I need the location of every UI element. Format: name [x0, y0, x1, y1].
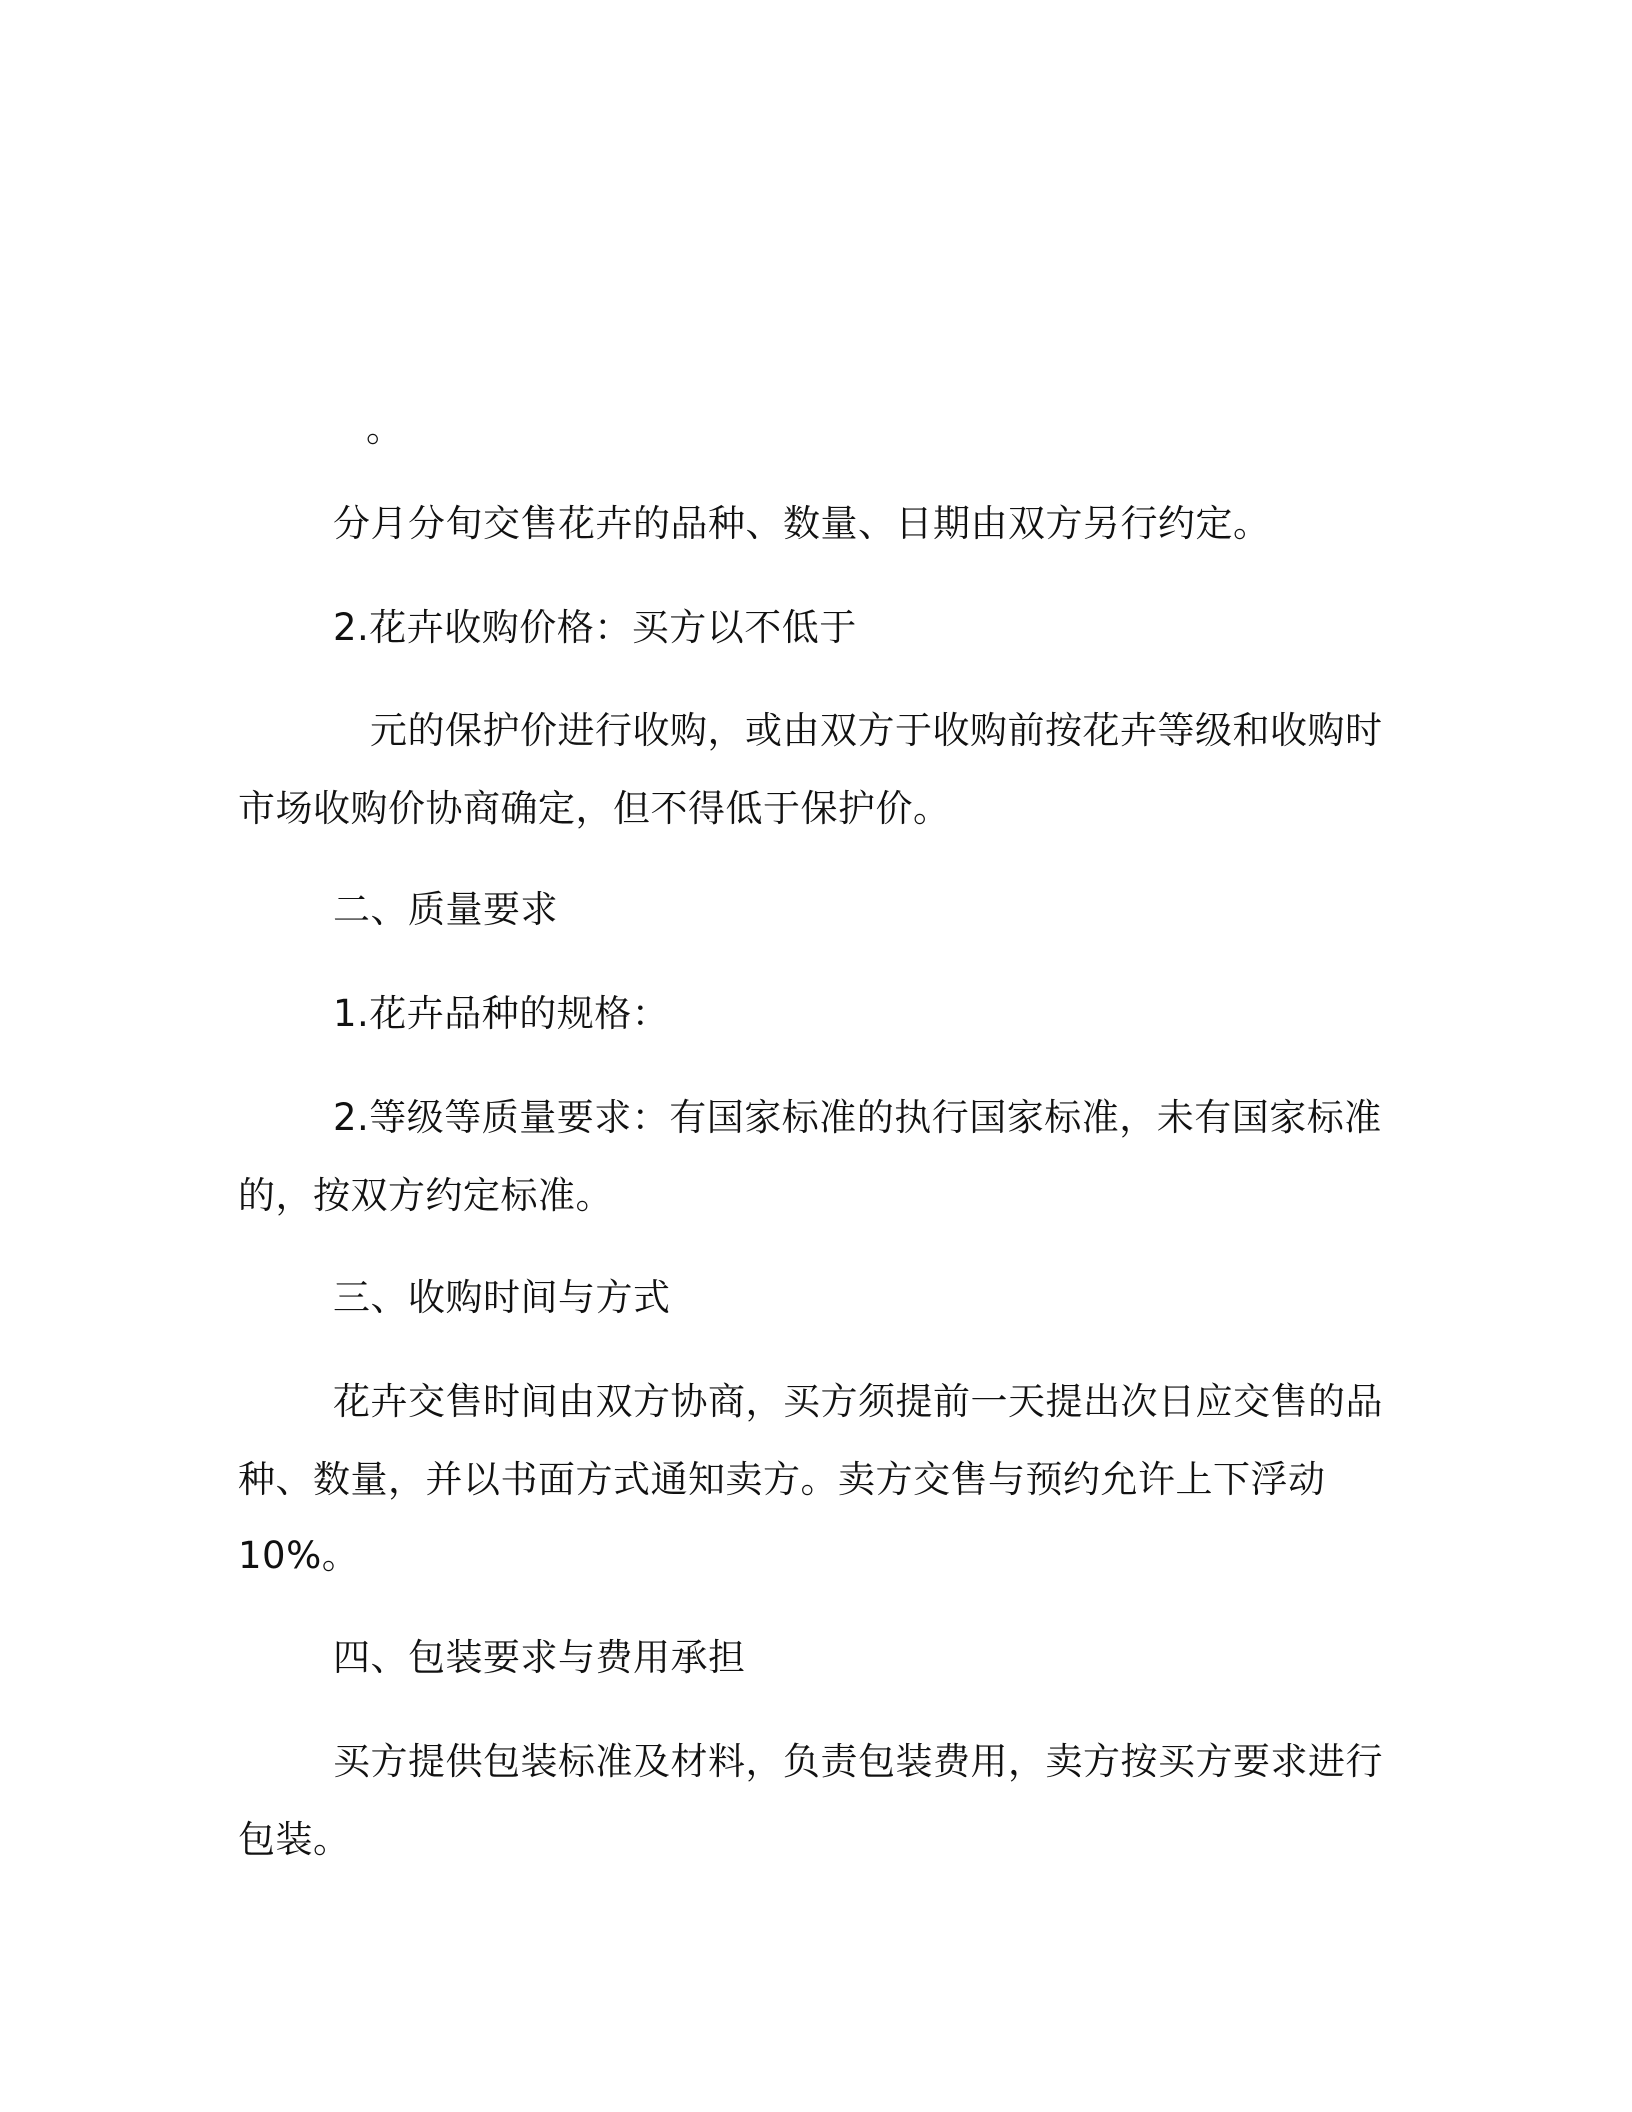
text-line-delivery-schedule: 分月分旬交售花卉的品种、数量、日期由双方另行约定。 — [333, 502, 1271, 545]
text-line-percentage: 10%。 — [238, 1534, 360, 1577]
text-line-written-notice: 种、数量，并以书面方式通知卖方。卖方交售与预约允许上下浮动 — [238, 1458, 1326, 1501]
section-heading-packaging: 四、包装要求与费用承担 — [333, 1636, 746, 1679]
section-heading-quality: 二、质量要求 — [333, 888, 558, 931]
section-heading-time-method: 三、收购时间与方式 — [333, 1276, 671, 1319]
text-line-grade-standard: 2.等级等质量要求：有国家标准的执行国家标准，未有国家标准 — [333, 1096, 1382, 1139]
text-line-packaging-end: 包装。 — [238, 1818, 351, 1861]
text-line-spec: 1.花卉品种的规格： — [333, 992, 670, 1035]
text-line-delivery-time: 花卉交售时间由双方协商，买方须提前一天提出次日应交售的品 — [333, 1380, 1383, 1423]
text-line-agreed-standard: 的，按双方约定标准。 — [238, 1174, 613, 1217]
text-line-price-clause: 2.花卉收购价格：买方以不低于 — [333, 606, 857, 649]
text-line-market-price: 市场收购价协商确定，但不得低于保护价。 — [238, 787, 951, 830]
text-line-protection-price: 元的保护价进行收购，或由双方于收购前按花卉等级和收购时 — [370, 709, 1383, 752]
text-line-period: 。 — [366, 407, 404, 450]
text-line-packaging-materials: 买方提供包装标准及材料，负责包装费用，卖方按买方要求进行 — [333, 1740, 1383, 1783]
